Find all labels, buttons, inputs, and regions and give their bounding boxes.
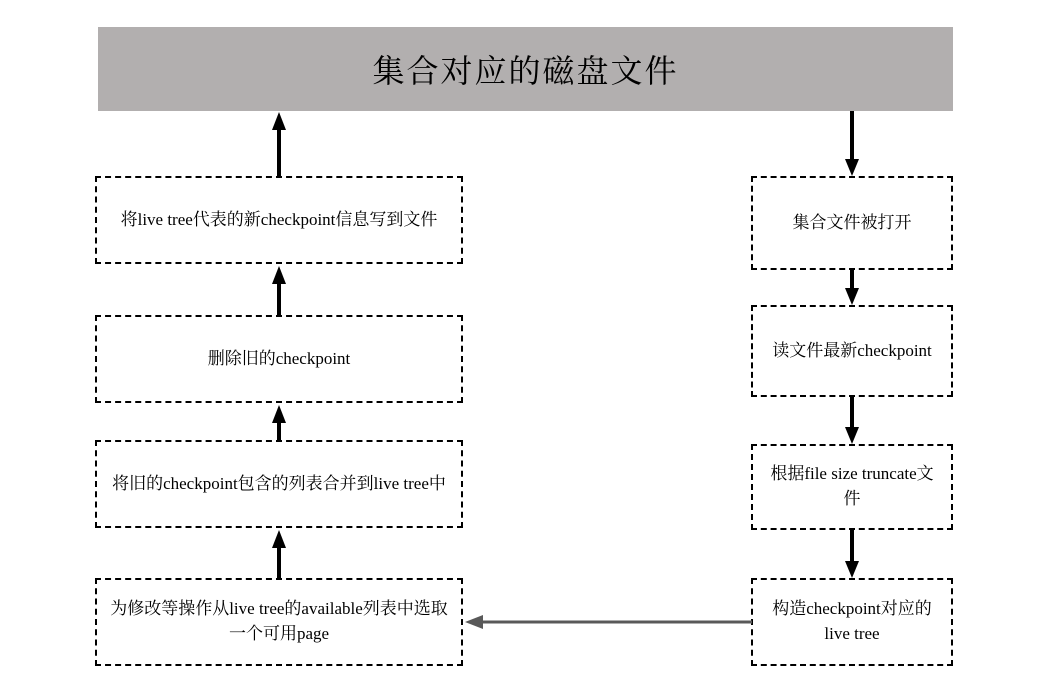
page-title: 集合对应的磁盘文件	[372, 53, 679, 89]
arrow-read-to-truncate	[842, 397, 862, 445]
node-truncate-by-file-size: 根据file size truncate文件	[751, 444, 953, 530]
arrow-title-to-open	[842, 111, 862, 177]
diagram-title-box	[98, 27, 953, 111]
node-merge-old-checkpoint-list: 将旧的checkpoint包含的列表合并到live tree中	[95, 440, 463, 528]
node-select-available-page: 为修改等操作从live tree的available列表中选取一个可用page	[95, 578, 463, 666]
node-build-live-tree: 构造checkpoint对应的live tree	[751, 578, 953, 666]
node-write-checkpoint-info: 将live tree代表的新checkpoint信息写到文件	[95, 176, 463, 264]
arrow-truncate-to-build	[842, 530, 862, 579]
arrow-write-to-title	[269, 111, 289, 177]
arrow-merge-to-delete	[269, 403, 289, 441]
node-open-collection-file: 集合文件被打开	[751, 176, 953, 270]
node-delete-old-checkpoint: 删除旧的checkpoint	[95, 315, 463, 403]
arrow-delete-to-write	[269, 264, 289, 316]
arrow-select-to-merge	[269, 528, 289, 579]
node-read-latest-checkpoint: 读文件最新checkpoint	[751, 305, 953, 397]
arrow-open-to-read	[842, 270, 862, 306]
arrow-build-to-select	[463, 612, 753, 632]
